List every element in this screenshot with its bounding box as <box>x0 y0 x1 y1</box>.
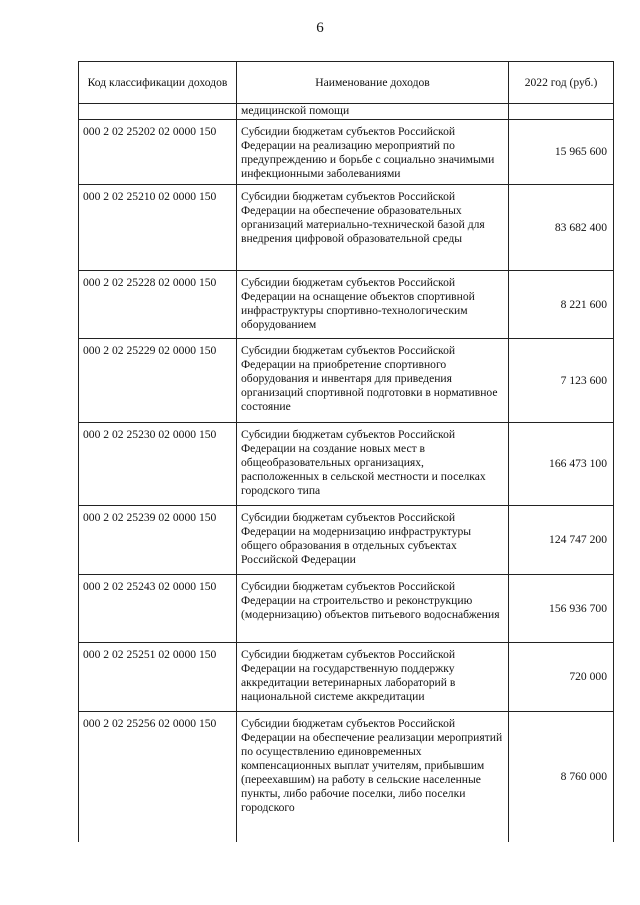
cell-name: Субсидии бюджетам субъектов Российской Федерации на оснащение объектов спортивной инфраструктуры спортивно-технологическим оборудованием <box>237 271 509 339</box>
cell-code: 000 2 02 25256 02 0000 150 <box>79 712 237 842</box>
table-row <box>79 339 614 423</box>
table-row <box>79 506 614 575</box>
cell-amount: 124 747 200 <box>509 506 614 575</box>
cell-amount: 7 123 600 <box>509 339 614 423</box>
cell-amount: 83 682 400 <box>509 185 614 271</box>
cell-name: Субсидии бюджетам субъектов Российской Федерации на модернизацию инфраструктуры общего образования в отдельных субъектах Российской Федерации <box>237 506 509 575</box>
cell-name: Субсидии бюджетам субъектов Российской Федерации на обеспечение образовательных организаций материально-технической базой для внедрения цифровой образовательной среды <box>237 185 509 271</box>
revenue-table <box>78 61 614 842</box>
cell-amount: 166 473 100 <box>509 423 614 506</box>
cell-code: 000 2 02 25243 02 0000 150 <box>79 575 237 643</box>
cell-code: 000 2 02 25210 02 0000 150 <box>79 185 237 271</box>
cell-name: Субсидии бюджетам субъектов Российской Федерации на строительство и реконструкцию (модернизацию) объектов питьевого водоснабжения <box>237 575 509 643</box>
cell-name: Субсидии бюджетам субъектов Российской Федерации на реализацию мероприятий по предупреждению и борьбе с социально значимыми инфекционными заболеваниями <box>237 120 509 185</box>
table-row-continuation <box>79 104 614 120</box>
cell-amount <box>509 104 614 120</box>
cell-code: 000 2 02 25239 02 0000 150 <box>79 506 237 575</box>
cell-code: 000 2 02 25230 02 0000 150 <box>79 423 237 506</box>
cell-amount: 156 936 700 <box>509 575 614 643</box>
table-row <box>79 423 614 506</box>
cell-amount: 720 000 <box>509 643 614 712</box>
header-name: Наименование доходов <box>237 62 509 104</box>
table-row <box>79 271 614 339</box>
cell-code: 000 2 02 25229 02 0000 150 <box>79 339 237 423</box>
page-number: 6 <box>316 20 324 36</box>
cell-name: Субсидии бюджетам субъектов Российской Федерации на обеспечение реализации мероприятий по осуществлению единовременных компенсационных выплат учителям, прибывшим (переехавшим) на работу в сельские населенные пункты, либо рабочие поселки, либо поселки городского <box>237 712 509 842</box>
header-amount: 2022 год (руб.) <box>509 62 614 104</box>
cell-amount: 15 965 600 <box>509 120 614 185</box>
cell-name: Субсидии бюджетам субъектов Российской Федерации на приобретение спортивного оборудования и инвентаря для приведения организаций спортивной подготовки в нормативное состояние <box>237 339 509 423</box>
header-code: Код классификации доходов <box>79 62 237 104</box>
table-row <box>79 185 614 271</box>
cell-code: 000 2 02 25228 02 0000 150 <box>79 271 237 339</box>
cell-code: 000 2 02 25202 02 0000 150 <box>79 120 237 185</box>
cell-name: Субсидии бюджетам субъектов Российской Федерации на создание новых мест в общеобразовательных организациях, расположенных в сельской местности и поселках городского типа <box>237 423 509 506</box>
cell-name: медицинской помощи <box>237 104 509 120</box>
table-row <box>79 120 614 185</box>
table-row <box>79 575 614 643</box>
cell-code <box>79 104 237 120</box>
cell-amount: 8 760 000 <box>509 712 614 842</box>
cell-code: 000 2 02 25251 02 0000 150 <box>79 643 237 712</box>
table-row <box>79 712 614 842</box>
table-header-row <box>79 62 614 104</box>
cell-amount: 8 221 600 <box>509 271 614 339</box>
cell-name: Субсидии бюджетам субъектов Российской Федерации на государственную поддержку аккредитации ветеринарных лабораторий в национальной системе аккредитации <box>237 643 509 712</box>
table-row <box>79 643 614 712</box>
